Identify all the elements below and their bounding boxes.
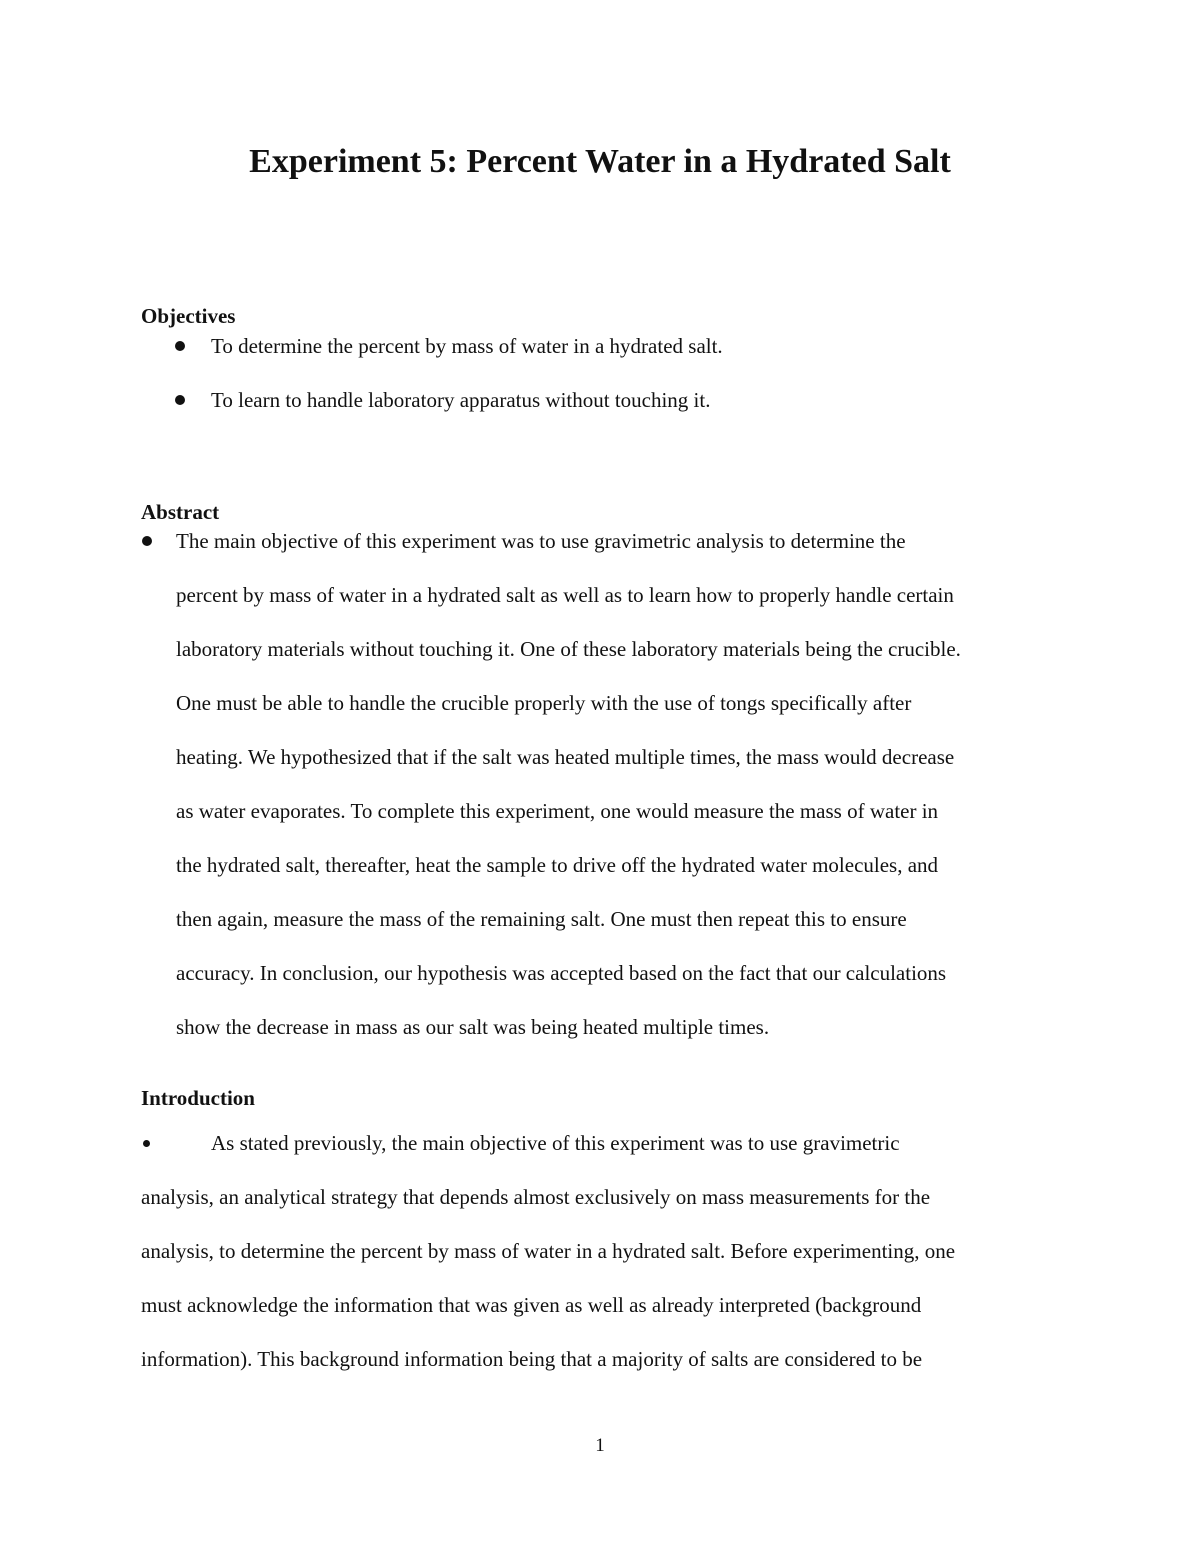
abstract-line: accuracy. In conclusion, our hypothesis was accepted based on the fact that our calculations — [176, 961, 947, 985]
abstract-line: show the decrease in mass as our salt was being heated multiple times. — [176, 1015, 770, 1039]
objectives-heading: Objectives — [141, 304, 236, 328]
abstract-line: heating. We hypothesized that if the salt was heated multiple times, the mass would decrease — [176, 745, 955, 769]
bullet-icon — [175, 395, 185, 405]
abstract-line: One must be able to handle the crucible properly with the use of tongs specifically after — [176, 691, 912, 715]
abstract-line: The main objective of this experiment was to use gravimetric analysis to determine the — [176, 529, 906, 553]
abstract-line: then again, measure the mass of the remaining salt. One must then repeat this to ensure — [176, 907, 907, 931]
introduction-line: analysis, an analytical strategy that depends almost exclusively on mass measurements for the — [141, 1185, 931, 1209]
abstract-line: the hydrated salt, thereafter, heat the sample to drive off the hydrated water molecules, and — [176, 853, 939, 877]
objective-item: To learn to handle laboratory apparatus without touching it. — [211, 388, 711, 412]
introduction-line: information). This background information being that a majority of salts are considered to be — [141, 1347, 923, 1371]
introduction-line: As stated previously, the main objective of this experiment was to use gravimetric — [211, 1131, 900, 1155]
objective-item: To determine the percent by mass of water in a hydrated salt. — [211, 334, 723, 358]
page-number: 1 — [595, 1435, 605, 1456]
abstract-line: laboratory materials without touching it. One of these laboratory materials being the crucible. — [176, 637, 961, 661]
document-title: Experiment 5: Percent Water in a Hydrated Salt — [249, 143, 951, 180]
bullet-icon — [142, 536, 152, 546]
introduction-line: analysis, to determine the percent by mass of water in a hydrated salt. Before experimenting, one — [141, 1239, 956, 1263]
abstract-line: as water evaporates. To complete this experiment, one would measure the mass of water in — [176, 799, 939, 823]
introduction-heading: Introduction — [141, 1086, 255, 1110]
abstract-heading: Abstract — [141, 500, 220, 524]
introduction-line: must acknowledge the information that was given as well as already interpreted (background — [141, 1293, 922, 1317]
bullet-icon — [143, 1140, 150, 1147]
bullet-icon — [175, 341, 185, 351]
abstract-line: percent by mass of water in a hydrated salt as well as to learn how to properly handle certain — [176, 583, 954, 607]
